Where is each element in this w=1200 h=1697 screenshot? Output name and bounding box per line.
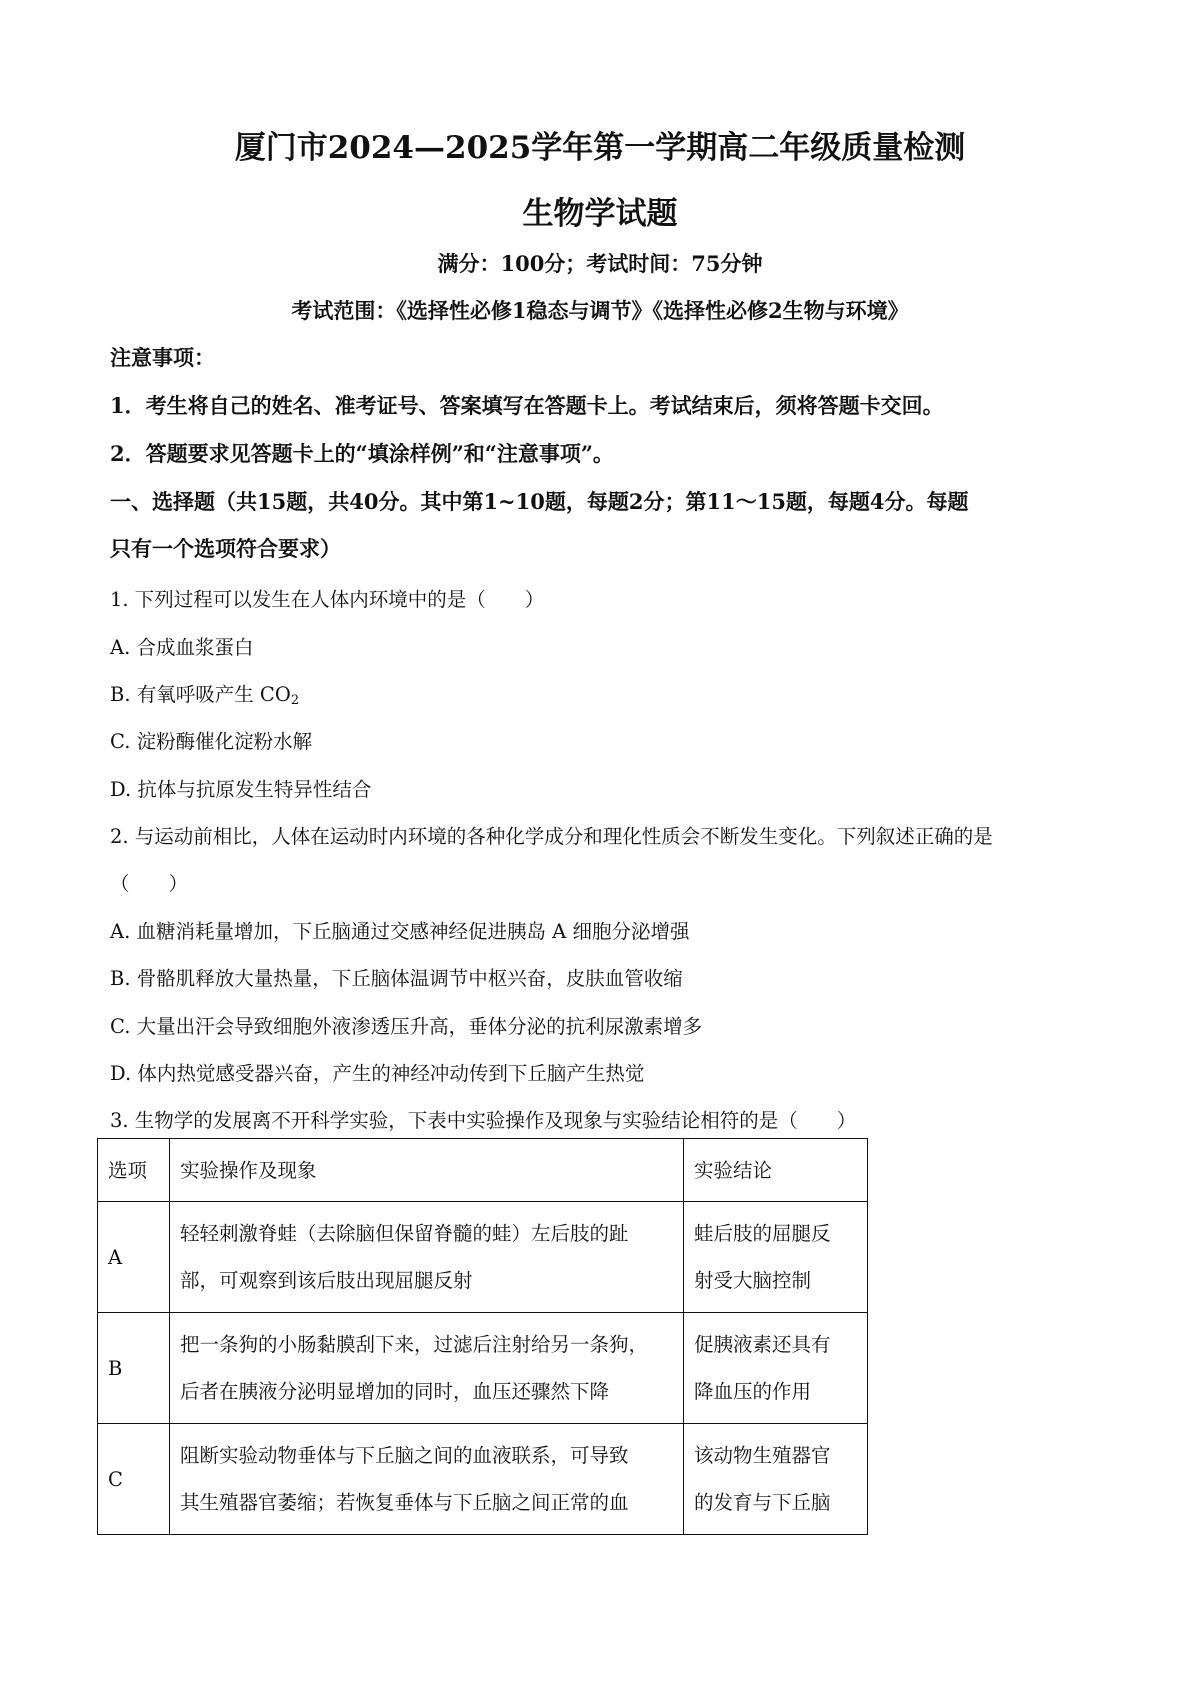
q1-option-c: C. 淀粉酶催化淀粉水解	[110, 730, 313, 753]
exam-scope: 考试范围：《选择性必修1稳态与调节》《选择性必修2生物与环境》	[291, 298, 909, 323]
q1-stem: 1. 下列过程可以发生在人体内环境中的是（ ）	[110, 588, 545, 611]
operation-line: 后者在胰液分泌明显增加的同时，血压还骤然下降	[180, 1380, 610, 1403]
table-row	[98, 1202, 868, 1313]
header-option: 选项	[98, 1139, 170, 1202]
q3-stem: 3. 生物学的发展离不开科学实验，下表中实验操作及现象与实验结论相符的是（ ）	[110, 1109, 857, 1132]
operation-line: 部，可观察到该后肢出现屈腿反射	[180, 1269, 473, 1292]
q1-option-d: D. 抗体与抗原发生特异性结合	[110, 778, 372, 801]
exam-title: 厦门市2024—2025学年第一学期高二年级质量检测	[234, 130, 966, 166]
conclusion-line: 射受大脑控制	[694, 1269, 812, 1292]
q2-option-b: B. 骨骼肌释放大量热量，下丘脑体温调节中枢兴奋，皮肤血管收缩	[110, 967, 683, 990]
note-item-1: 1．考生将自己的姓名、准考证号、答案填写在答题卡上。考试结束后，须将答题卡交回。	[110, 393, 944, 418]
header-conclusion: 实验结论	[684, 1139, 868, 1202]
notes-heading: 注意事项：	[110, 345, 215, 370]
conclusion-line: 该动物生殖器官	[694, 1444, 831, 1467]
q1-option-b-text: B. 有氧呼吸产生 CO	[110, 683, 291, 706]
q2-option-d: D. 体内热觉感受器兴奋，产生的神经冲动传到下丘脑产生热觉	[110, 1062, 645, 1085]
score-time: 满分：100分；考试时间：75分钟	[437, 251, 763, 276]
q2-stem-line-2: （ ）	[110, 872, 189, 895]
row-conclusion	[684, 1313, 868, 1424]
operation-line: 轻轻刺激脊蛙（去除脑但保留脊髓的蛙）左后肢的趾	[180, 1222, 629, 1245]
table-header-row	[98, 1139, 868, 1202]
q2-option-a: A. 血糖消耗量增加，下丘脑通过交感神经促进胰岛 A 细胞分泌增强	[110, 920, 690, 943]
header-operation: 实验操作及现象	[170, 1139, 684, 1202]
table-row	[98, 1313, 868, 1424]
operation-line: 其生殖器官萎缩；若恢复垂体与下丘脑之间正常的血	[180, 1491, 629, 1514]
conclusion-line: 促胰液素还具有	[694, 1333, 831, 1356]
exam-subtitle: 生物学试题	[522, 196, 678, 232]
row-conclusion	[684, 1202, 868, 1313]
experiment-table	[97, 1138, 868, 1535]
row-conclusion	[684, 1424, 868, 1535]
q2-option-c: C. 大量出汗会导致细胞外液渗透压升高，垂体分泌的抗利尿激素增多	[110, 1015, 703, 1038]
q2-stem-line-1: 2. 与运动前相比，人体在运动时内环境的各种化学成分和理化性质会不断发生变化。下列叙述正确的是	[110, 825, 993, 848]
row-option: B	[98, 1313, 170, 1424]
section-heading-line-1: 一、选择题（共15题，共40分。其中第1~10题，每题2分；第11～15题，每题4分。每题	[110, 489, 969, 514]
conclusion-line: 蛙后肢的屈腿反	[694, 1222, 831, 1245]
row-operation	[170, 1202, 684, 1313]
q1-option-a: A. 合成血浆蛋白	[110, 636, 254, 659]
row-operation	[170, 1424, 684, 1535]
operation-line: 阻断实验动物垂体与下丘脑之间的血液联系，可导致	[180, 1444, 629, 1467]
row-option: A	[98, 1202, 170, 1313]
row-option: C	[98, 1424, 170, 1535]
table-row	[98, 1424, 868, 1535]
q1-option-b-subscript: 2	[290, 693, 300, 708]
conclusion-line: 的发育与下丘脑	[694, 1491, 831, 1514]
row-operation	[170, 1313, 684, 1424]
note-item-2: 2．答题要求见答题卡上的“填涂样例”和“注意事项”。	[110, 441, 614, 466]
q1-option-b	[110, 679, 299, 708]
conclusion-line: 降血压的作用	[694, 1380, 812, 1403]
operation-line: 把一条狗的小肠黏膜刮下来，过滤后注射给另一条狗，	[180, 1333, 649, 1356]
section-heading-line-2: 只有一个选项符合要求）	[110, 536, 341, 561]
